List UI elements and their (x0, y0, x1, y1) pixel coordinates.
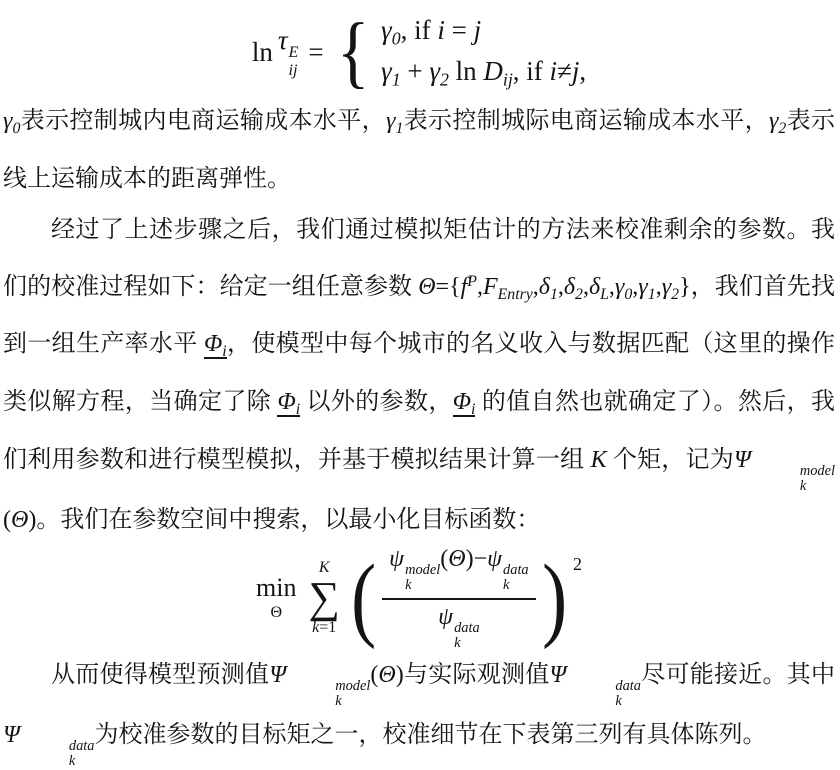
tau-superscript: E (288, 43, 299, 62)
tau-subscript: ij (288, 60, 298, 79)
fraction-numerator: ψ model k (Θ)−ψ data k (382, 544, 535, 600)
sum-upper-limit: K (318, 559, 330, 577)
min-operator (256, 572, 297, 621)
paragraph-gamma-explanation: $\gamma_0$表示控制城内电商运输成本水平，$\gamma_1$表示控制城际电商运输成本水平，$\gamma_2$表示线上运输成本的距离弹性。 (3, 108, 836, 192)
paragraph-calibration: 经过了上述步骤之后，我们通过模拟矩估计的方法来校准剩余的参数。我们的校准过程如下：给定一组任意参数 $\Theta=\{f^P,F_{Entry},\delta_1,\delta_2,\delta_L,\gamma_0,\gamma_1,\gamma_2\}$，我们首先找到一组生产率水平 $\Phi_i$，使模型中每个城市的名义收入与数据匹配（这里的操作类似解方程，当确定了除 $\Phi_i$ 以外的参数，$\Phi_i$ 的值自然也就确定了）。然后，我们利用参数和进行模型模拟，并基于模拟结果计算一组 K 个矩，记为Ψ model k (Θ)。我们在参数空间中搜索，以最小化目标函数： (3, 216, 836, 533)
fraction (382, 544, 535, 652)
fraction-denominator: ψ data k (438, 603, 480, 652)
sigma-symbol: ∑ (308, 573, 340, 622)
paragraph-conclusion: 从而使得模型预测值Ψ model k (Θ)与实际观测值Ψ data k 尽可能接近。其中Ψ data k 为校准参数的目标矩之一，校准细节在下表第三列有具体陈列。 (3, 661, 836, 770)
piecewise-cases (381, 15, 586, 90)
equals-sign: = (308, 36, 324, 67)
case-intra-city: $\gamma_0$, if i = j (381, 14, 482, 49)
ln-operator: ln (251, 36, 273, 67)
summation-operator (308, 559, 339, 636)
min-word: min (256, 572, 297, 602)
formula-transport-cost: ln τ E ij = { $\gamma_0$, if i = j $\gamma_1 + \gamma_2$ $\ln D_{ij}$, if i≠j, (251, 8, 587, 96)
tau-variable (278, 25, 299, 80)
min-subscript-theta: Θ (270, 603, 283, 621)
case-inter-city: $\gamma_1 + \gamma_2$ $\ln D_{ij}$, if i≠j, (381, 55, 587, 89)
formula-objective-function: min Θ K ∑ k=1 ( ψ model k (Θ)−ψ data k ψ data k ) 2 (256, 545, 582, 652)
sum-lower-limit: k=1 (312, 618, 337, 636)
squared-exponent: 2 (572, 553, 582, 574)
tau-base: τ (277, 24, 288, 55)
tau-scripts (289, 44, 299, 79)
